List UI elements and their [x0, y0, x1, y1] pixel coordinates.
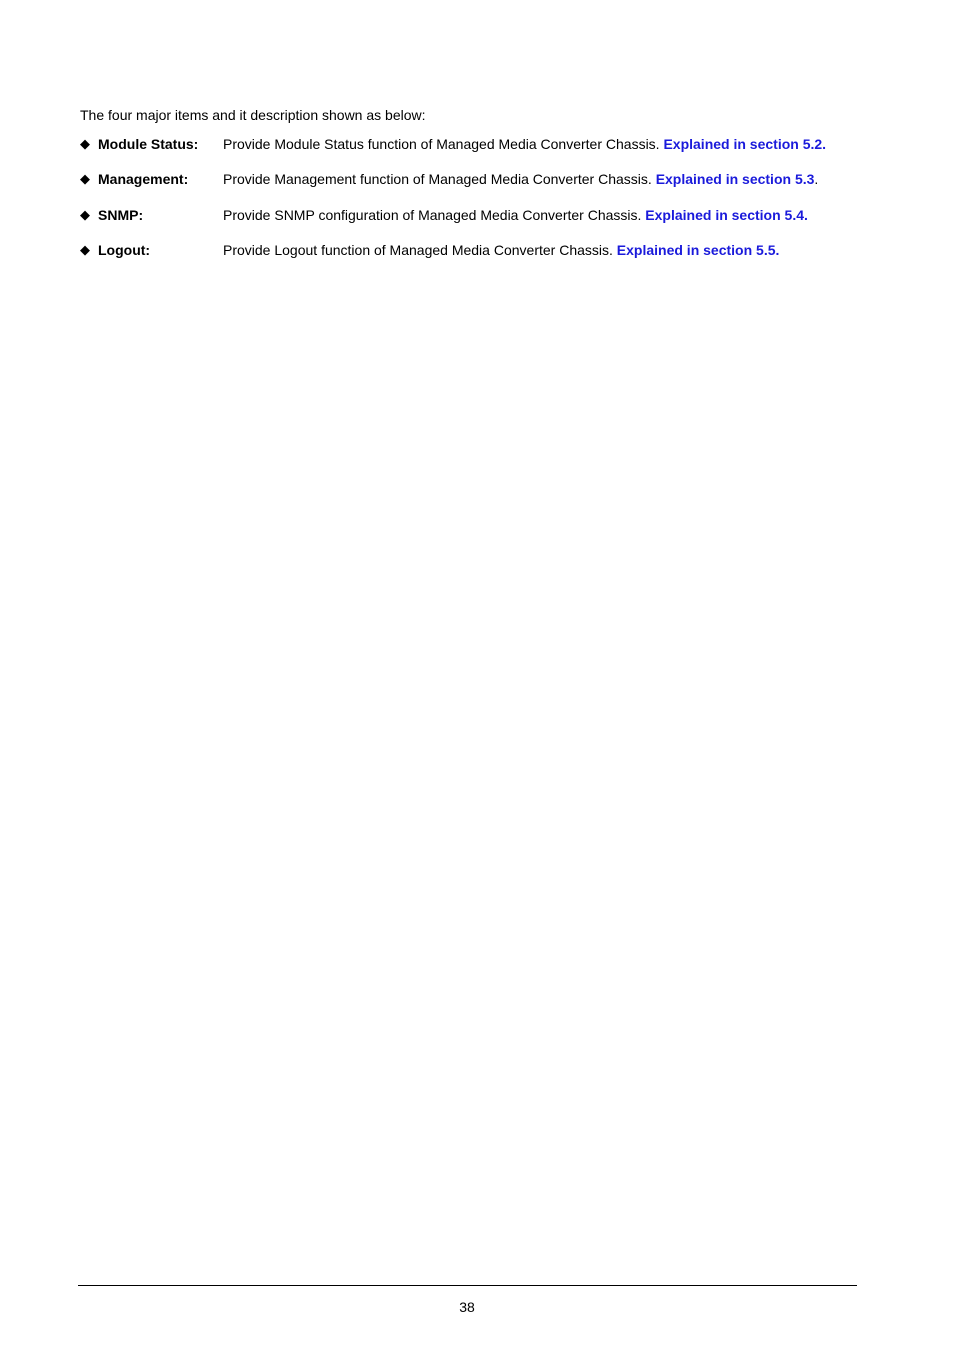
description-text: Provide SNMP configuration of Managed Media Converter Chassis. — [223, 206, 646, 223]
item-description — [223, 206, 808, 224]
item-term: Management: — [98, 171, 189, 188]
list-item-snmp — [80, 206, 880, 224]
item-description — [223, 135, 826, 153]
section-reference-link[interactable]: Explained in section 5.3 — [655, 171, 815, 188]
diamond-bullet-icon: ◆ — [80, 241, 90, 257]
item-term: SNMP: — [98, 206, 144, 223]
section-reference-link[interactable]: Explained in section 5.2. — [663, 136, 827, 152]
footer-divider — [78, 1285, 857, 1286]
description-text: Provide Logout function of Managed Media Converter Chassis. — [223, 241, 617, 258]
page-number: 38 — [459, 1299, 475, 1315]
item-term: Module Status: — [98, 136, 199, 152]
item-list — [80, 135, 880, 276]
diamond-bullet-icon: ◆ — [80, 171, 90, 187]
item-term: Logout: — [98, 241, 151, 258]
item-description — [223, 241, 779, 259]
section-reference-link[interactable]: Explained in section 5.4. — [645, 206, 808, 223]
description-text: Provide Management function of Managed Media Converter Chassis. — [223, 171, 656, 188]
item-description — [223, 170, 818, 188]
list-item-management — [80, 170, 880, 188]
description-suffix: . — [814, 171, 819, 188]
diamond-bullet-icon: ◆ — [80, 136, 90, 151]
list-item-logout — [80, 241, 880, 259]
list-item-module-status — [80, 135, 880, 153]
diamond-bullet-icon: ◆ — [80, 206, 90, 222]
intro-paragraph: The four major items and it description shown as below: — [80, 107, 426, 123]
description-text: Provide Module Status function of Managed Media Converter Chassis. — [223, 136, 664, 152]
section-reference-link[interactable]: Explained in section 5.5. — [616, 241, 780, 258]
